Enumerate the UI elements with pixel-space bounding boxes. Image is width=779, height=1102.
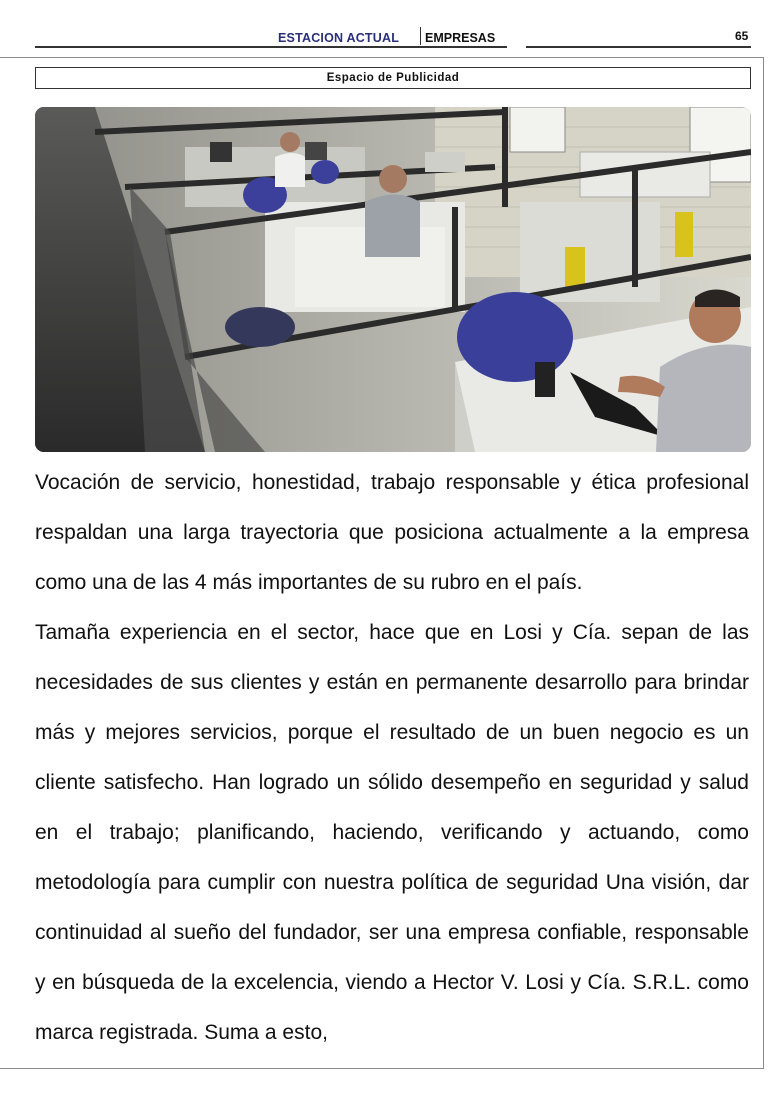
section-title: ESTACION ACTUAL (278, 31, 400, 45)
office-photo (35, 107, 751, 452)
header-rule-left (35, 46, 507, 48)
article-body (35, 458, 749, 1058)
page-number: 65 (735, 29, 749, 43)
ad-banner: Espacio de Publicidad (35, 67, 751, 89)
header-separator (420, 27, 421, 45)
paragraph-2: Tamaña experiencia en el sector, hace que en Losi y Cía. sepan de las necesidades de sus clientes y están en permanente desarrollo para brindar más y mejores servicios, porque el resultado de un buen negocio es un cliente satisfecho. Han logrado un sólido desempeño en seguridad y salud en el trabajo; planificando, haciendo, verificando y actuando, como metodología para cumplir con nuestra política de seguridad Una visión, dar continuidad al sueño del fundador, ser una empresa confiable, responsable y en búsqueda de la excelencia, viendo a Hector V. Losi y Cía. S.R.L. como marca registrada. Suma a esto, (35, 621, 749, 1044)
paragraph-1: Vocación de servicio, honestidad, trabajo responsable y ética profesional respaldan una larga trayectoria que posiciona actualmente a la empresa como una de las 4 más importantes de su rubro en el país. (35, 471, 749, 594)
subsection-title: EMPRESAS (425, 31, 496, 45)
header-rule-right (526, 46, 751, 48)
